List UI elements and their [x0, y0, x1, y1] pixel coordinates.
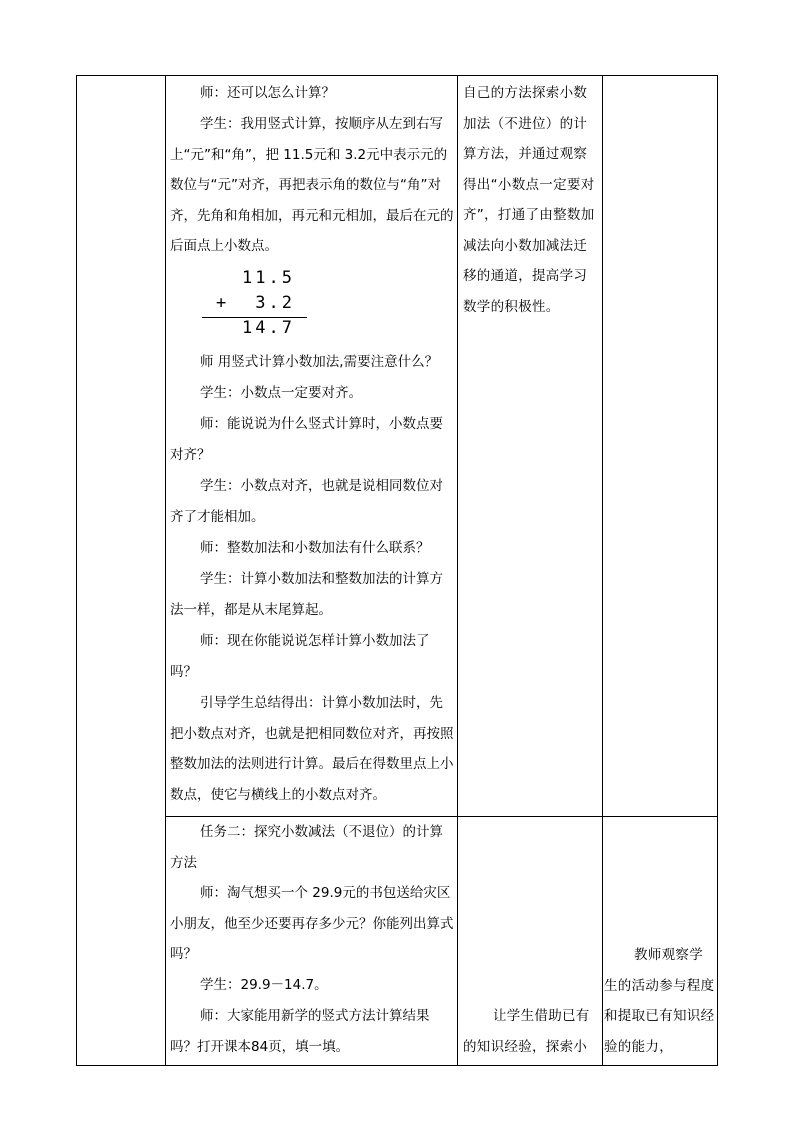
design-intent-1: 自己的方法探索小数加法（不进位）的计算方法，并通过观察得出“小数点一定要对齐”，打通了由整数加减法向小数加减法迁移的通道，提高学习数学的积极性。 — [463, 85, 595, 315]
dialogue-line: 师：整数加法和小数加法有什么联系？ — [200, 540, 430, 556]
dialogue-line: 师：淘气想买一个 29.9元的书包送给灾区小朋友，他至少还要再存多少元？你能列出算式吗？ — [170, 885, 454, 962]
dialogue-line: 学生：小数点对齐，也就是说相同数位对齐了才能相加。 — [170, 478, 443, 525]
dialogue-line: 师：还可以怎么计算？ — [200, 85, 335, 101]
addend-top: 11.5 — [242, 268, 295, 288]
dialogue-line: 师：现在你能说说怎样计算小数加法了吗？ — [170, 633, 430, 680]
column-divider-2 — [457, 76, 458, 1065]
dialogue-line: 学生：29.9－14.7。 — [200, 977, 328, 993]
addend-bottom: 3.2 — [255, 293, 295, 313]
summary-paragraph: 引导学生总结得出：计算小数加法时，先把小数点对齐，也就是把相同数位对齐，再按照整数加法的法则进行计算。最后在得数里点上小数点，使它与横线上的小数点对齐。 — [170, 695, 454, 803]
plus-sign: + — [216, 293, 227, 313]
dialogue-line: 师：能说说为什么竖式计算时，小数点要对齐？ — [170, 416, 443, 463]
dialogue-line: 学生：我用竖式计算，按顺序从左到右写上“元”和“角”，把 11.5元和 3.2元中表示元的数位与“元”对齐，再把表示角的数位与“角”对齐，先角和角相加，再元和元相加，最后在元的后面点上小数点。 — [170, 116, 454, 254]
column-divider-3 — [602, 76, 603, 1065]
sum-result: 14.7 — [242, 318, 295, 338]
dialogue-line: 师：大家能用新学的竖式方法计算结果吗？打开课本84页，填一填。 — [170, 1008, 430, 1055]
evaluation-note: 教师观察学生的活动参与程度和提取已有知识经验的能力， — [604, 947, 715, 1055]
vertical-addition — [202, 268, 307, 340]
column-divider-1 — [165, 76, 166, 1065]
dialogue-line: 学生：计算小数加法和整数加法的计算方法一样，都是从末尾算起。 — [170, 571, 443, 618]
dialogue-line: 师 用竖式计算小数加法,需要注意什么？ — [200, 354, 439, 370]
task-title: 任务二：探究小数减法（不退位）的计算方法 — [170, 824, 443, 871]
dialogue-line: 学生：小数点一定要对齐。 — [200, 385, 362, 401]
design-intent-2: 让学生借助已有的知识经验，探索小 — [463, 1008, 590, 1055]
